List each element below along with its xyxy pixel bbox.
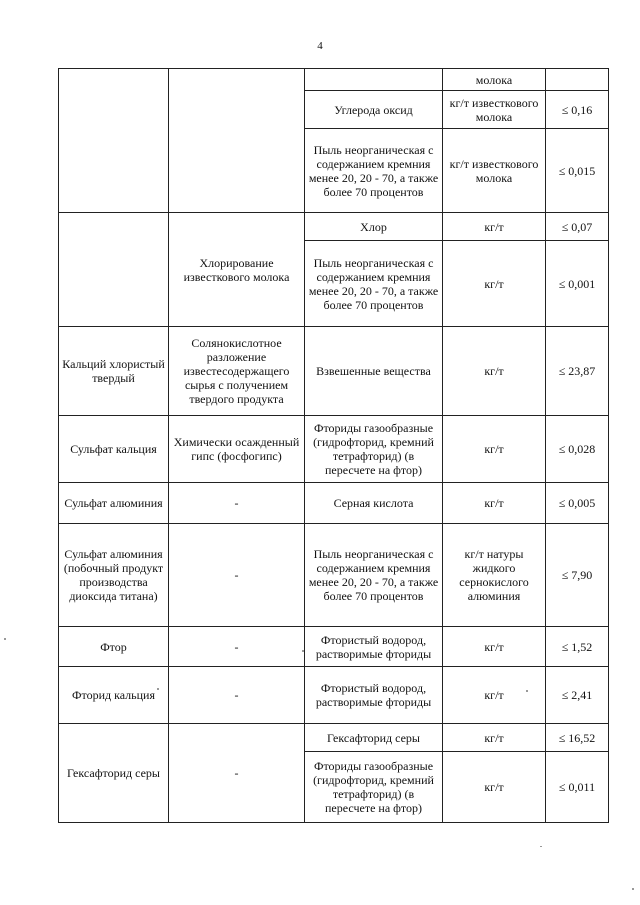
process-cell: -	[169, 524, 305, 627]
unit-cell: кг/т	[443, 627, 546, 667]
table-row	[59, 483, 609, 524]
unit-cell: молока	[443, 69, 546, 91]
value-cell: ≤ 0,005	[546, 483, 609, 524]
unit-cell: кг/т	[443, 724, 546, 752]
pollutant-cell: Пыль неорганическая с содержанием кремния менее 20, 20 - 70, а также более 70 процентов	[305, 241, 443, 327]
unit-cell: кг/т известкового молока	[443, 91, 546, 129]
table-row	[59, 524, 609, 627]
unit-cell: кг/т	[443, 483, 546, 524]
pollutant-cell: Углерода оксид	[305, 91, 443, 129]
unit-cell: кг/т известкового молока	[443, 129, 546, 213]
process-cell: -	[169, 627, 305, 667]
unit-cell: кг/т натуры жидкого сернокислого алюминия	[443, 524, 546, 627]
pollutant-cell: Пыль неорганическая с содержанием кремния менее 20, 20 - 70, а также более 70 процентов	[305, 129, 443, 213]
unit-cell: кг/т	[443, 667, 546, 724]
scan-speck	[632, 888, 634, 890]
scan-speck	[302, 650, 304, 652]
pollutant-cell: Фтористый водород, растворимые фториды	[305, 627, 443, 667]
process-cell: Хлорирование известкового молока	[169, 213, 305, 327]
table-row	[59, 416, 609, 483]
pollutant-cell: Пыль неорганическая с содержанием кремния менее 20, 20 - 70, а также более 70 процентов	[305, 524, 443, 627]
unit-cell: кг/т	[443, 241, 546, 327]
scan-speck	[540, 846, 542, 847]
value-cell: ≤ 0,07	[546, 213, 609, 241]
table-row	[59, 667, 609, 724]
process-cell	[169, 69, 305, 213]
product-cell: Гексафторид серы	[59, 724, 169, 823]
unit-cell: кг/т	[443, 213, 546, 241]
page-number: 4	[317, 40, 323, 52]
product-cell: Сульфат алюминия (побочный продукт производства диоксида титана)	[59, 524, 169, 627]
product-cell: Сульфат кальция	[59, 416, 169, 483]
value-cell: ≤ 1,52	[546, 627, 609, 667]
pollutant-cell: Фториды газообразные (гидрофторид, кремний тетрафторид) (в пересчете на фтор)	[305, 416, 443, 483]
process-cell: -	[169, 483, 305, 524]
pollutant-cell: Фтористый водород, растворимые фториды	[305, 667, 443, 724]
product-cell: Кальций хлористый твердый	[59, 327, 169, 416]
pollutant-cell: Гексафторид серы	[305, 724, 443, 752]
value-cell: ≤ 0,001	[546, 241, 609, 327]
table-row	[59, 627, 609, 667]
pollutant-cell: Серная кислота	[305, 483, 443, 524]
value-cell: ≤ 0,011	[546, 752, 609, 823]
value-cell: ≤ 0,16	[546, 91, 609, 129]
value-cell: ≤ 2,41	[546, 667, 609, 724]
product-cell	[59, 213, 169, 327]
pollutant-cell: Взвешенные вещества	[305, 327, 443, 416]
table-row	[59, 327, 609, 416]
value-cell: ≤ 0,028	[546, 416, 609, 483]
pollutant-cell	[305, 69, 443, 91]
product-cell	[59, 69, 169, 213]
product-cell: Фторид кальция	[59, 667, 169, 724]
process-cell: Химически осажденный гипс (фосфогипс)	[169, 416, 305, 483]
table-row	[59, 69, 609, 91]
emission-norms-table	[58, 68, 609, 823]
scan-speck	[526, 690, 528, 692]
process-cell: -	[169, 724, 305, 823]
product-cell: Сульфат алюминия	[59, 483, 169, 524]
pollutant-cell: Фториды газообразные (гидрофторид, кремний тетрафторид) (в пересчете на фтор)	[305, 752, 443, 823]
value-cell: ≤ 0,015	[546, 129, 609, 213]
process-cell: -	[169, 667, 305, 724]
pollutant-cell: Хлор	[305, 213, 443, 241]
value-cell: ≤ 7,90	[546, 524, 609, 627]
value-cell	[546, 69, 609, 91]
scan-speck	[157, 688, 159, 690]
unit-cell: кг/т	[443, 327, 546, 416]
product-cell: Фтор	[59, 627, 169, 667]
unit-cell: кг/т	[443, 416, 546, 483]
value-cell: ≤ 16,52	[546, 724, 609, 752]
unit-cell: кг/т	[443, 752, 546, 823]
table-row	[59, 724, 609, 752]
table-row	[59, 213, 609, 241]
value-cell: ≤ 23,87	[546, 327, 609, 416]
process-cell: Солянокислотное разложение известесодержащего сырья с получением твердого продукта	[169, 327, 305, 416]
scan-speck	[4, 638, 6, 640]
